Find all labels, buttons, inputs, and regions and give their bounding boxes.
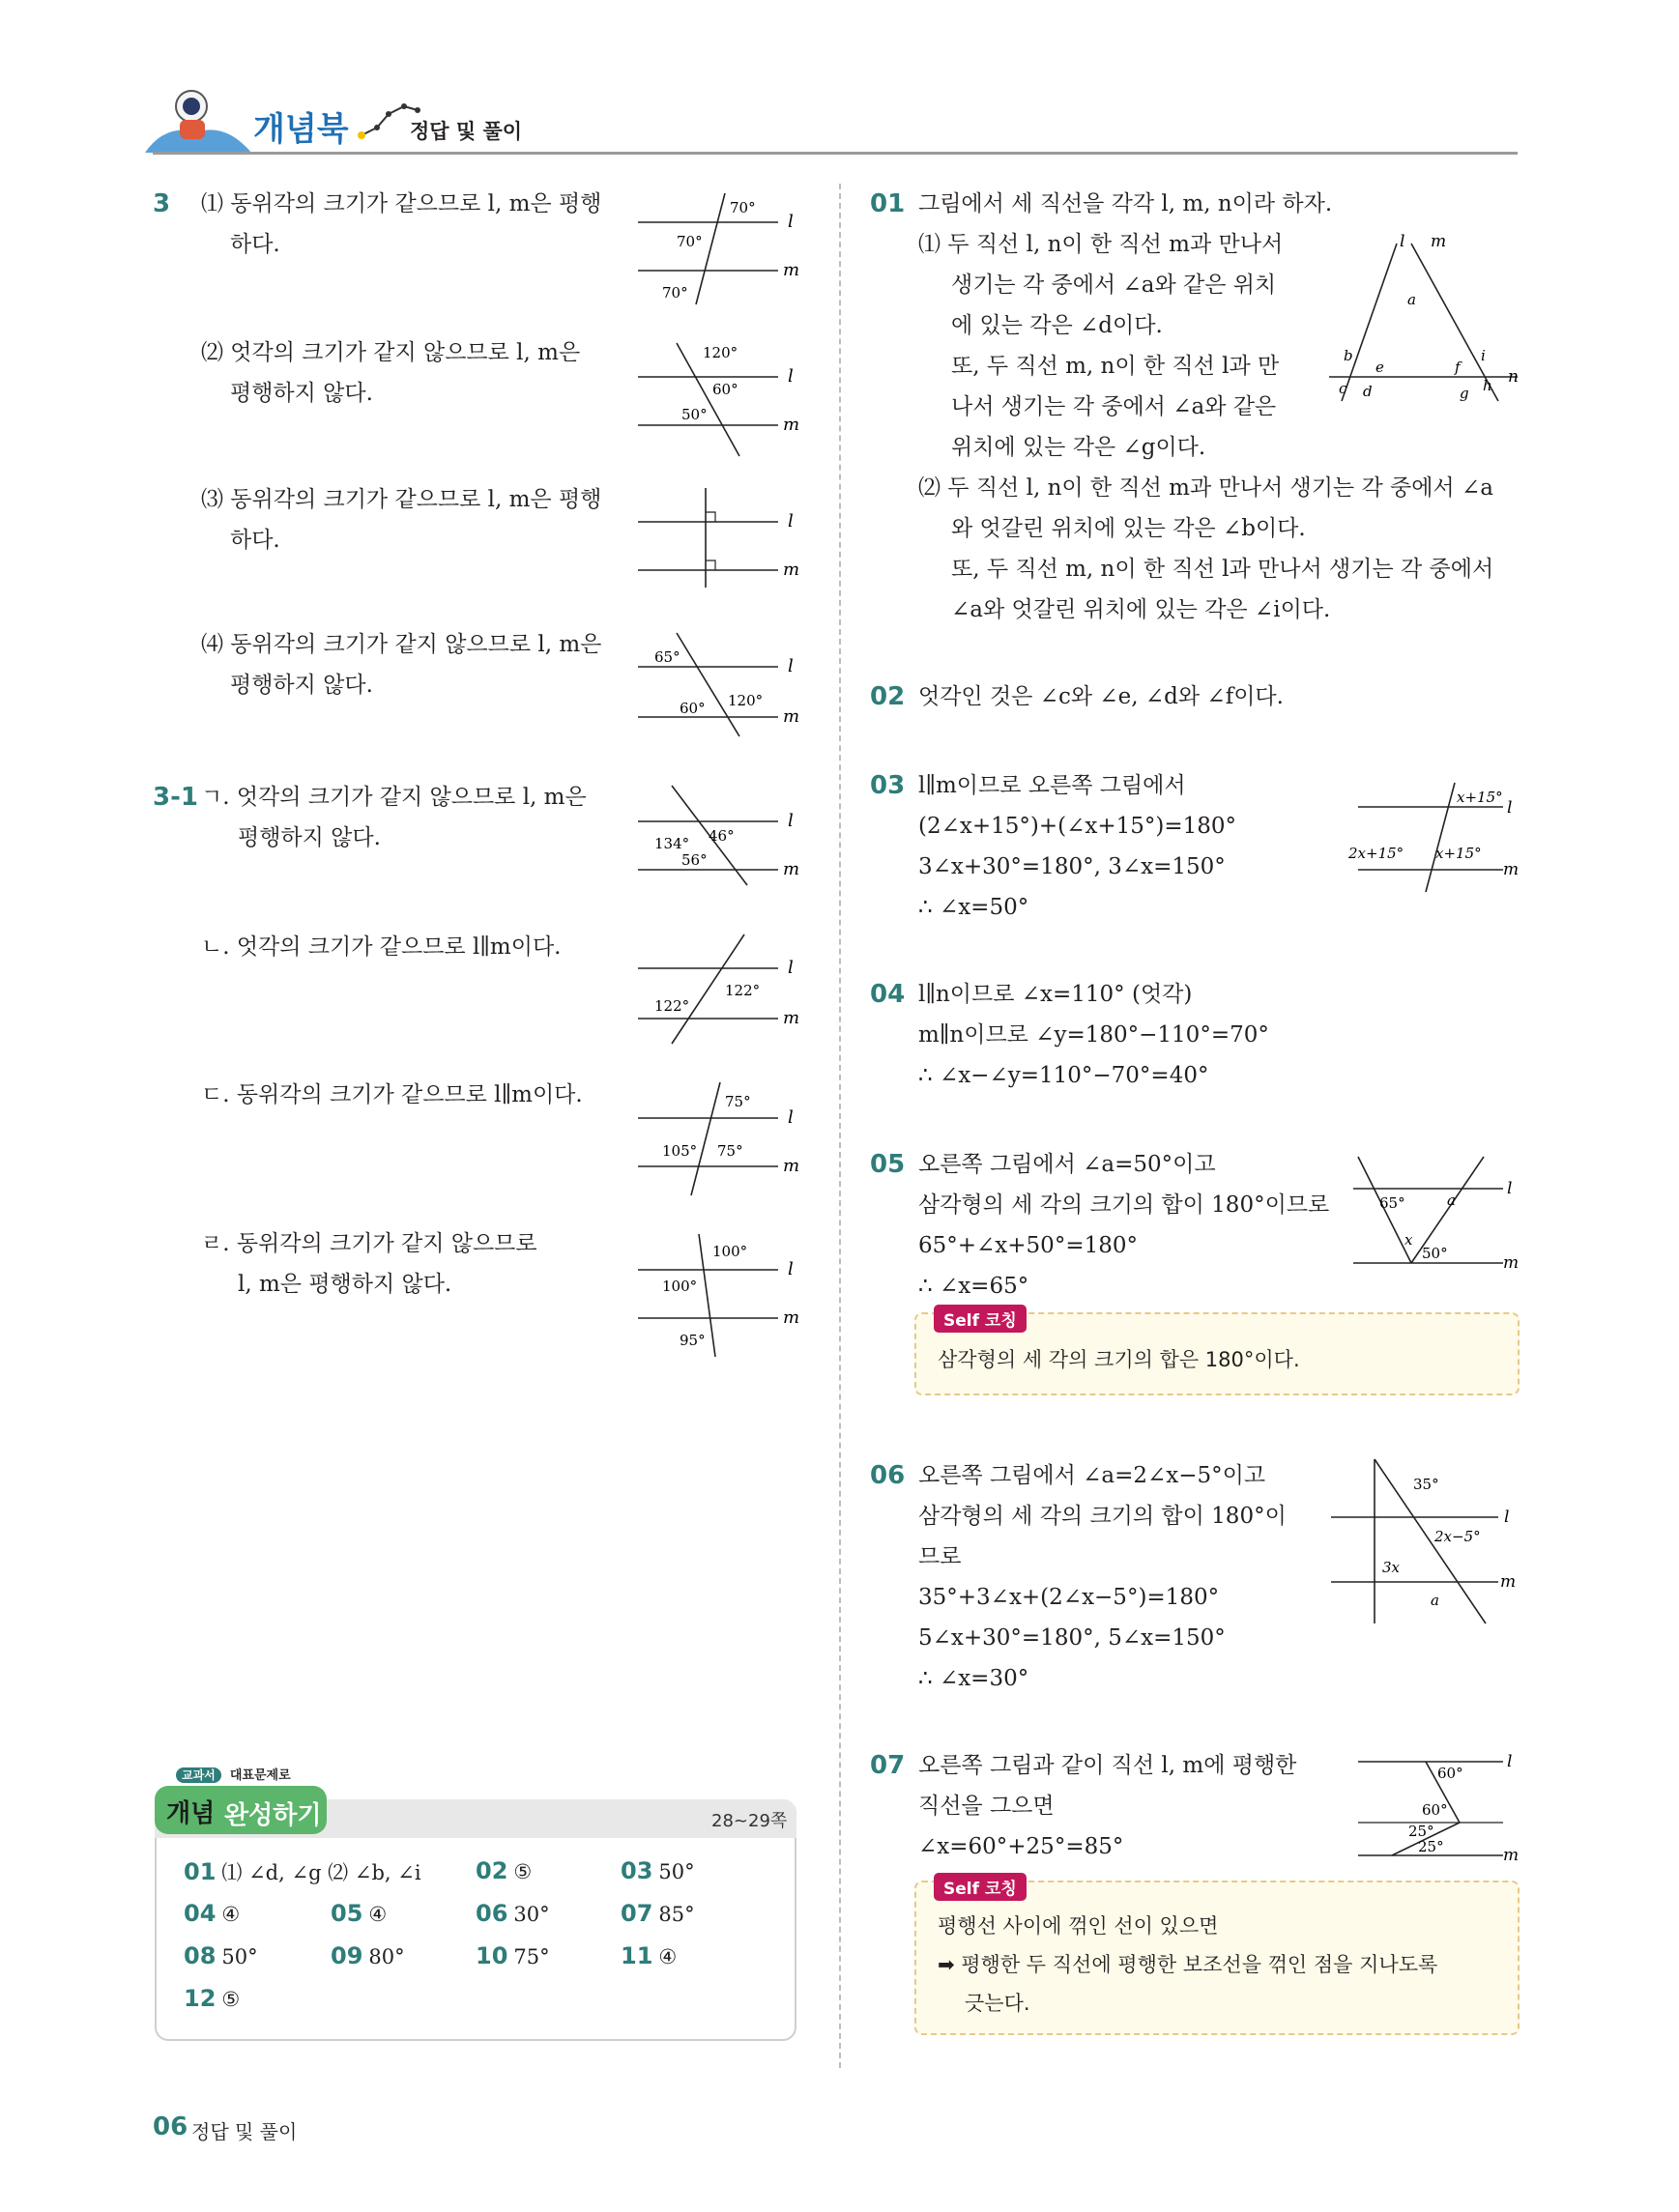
angle-label: x: [1404, 1231, 1413, 1249]
answer-text: ⑶ 동위각의 크기가 같으므로 l, m은 평행: [201, 487, 602, 512]
angle-label: 95°: [680, 1332, 706, 1349]
coaching-text: 삼각형의 세 각의 크기의 합은 180°이다.: [938, 1348, 1300, 1371]
figure-parallel-1: [633, 188, 807, 309]
summary-answer-value: ⑤: [221, 1988, 241, 2011]
summary-answer-value: 50°: [658, 1860, 695, 1883]
svg-text:m: m: [783, 415, 800, 435]
angle-label: 75°: [717, 1142, 743, 1160]
solution-line: 와 엇갈린 위치에 있는 각은 ∠b이다.: [951, 516, 1306, 541]
solution-line: 므로: [918, 1544, 962, 1569]
self-coaching-tag: Self 코칭: [934, 1873, 1027, 1901]
angle-label: 75°: [725, 1093, 751, 1110]
summary-answer-number: 09: [331, 1942, 363, 1969]
summary-answer-value: ④: [221, 1903, 241, 1926]
angle-label: 134°: [654, 835, 690, 852]
answer-text: ⑷ 동위각의 크기가 같지 않으므로 l, m은: [201, 632, 602, 657]
solution-line: 나서 생기는 각 중에서 ∠a와 같은: [951, 394, 1277, 419]
solution-line: 그림에서 세 직선을 각각 l, m, n이라 하자.: [918, 191, 1333, 216]
summary-answer: [621, 1942, 677, 1969]
summary-answer-number: 08: [184, 1942, 217, 1969]
question-number: 06: [870, 1461, 906, 1490]
book-title: 개념북: [253, 110, 349, 149]
svg-text:l: l: [1507, 1752, 1513, 1771]
solution-line: 에 있는 각은 ∠d이다.: [951, 313, 1163, 338]
angle-label: 25°: [1418, 1838, 1444, 1855]
answer-text: 하다.: [230, 232, 280, 257]
summary-answer: [331, 1942, 405, 1969]
angle-label: 50°: [1422, 1245, 1448, 1262]
solution-line: l∥m이므로 오른쪽 그림에서: [918, 773, 1186, 798]
angle-label: h: [1483, 377, 1492, 394]
angle-label: 100°: [712, 1243, 748, 1260]
badge-top: 교과서: [176, 1767, 221, 1783]
angle-label: 65°: [654, 648, 680, 666]
figure-parallel-4: [633, 628, 807, 739]
solution-line: ∴ ∠x=65°: [918, 1274, 1029, 1299]
svg-text:m: m: [1503, 860, 1520, 879]
summary-answer: [476, 1900, 550, 1927]
angle-label: i: [1481, 347, 1486, 364]
figure-q03: [1348, 778, 1522, 894]
footer-label: 정답 및 풀이: [191, 2120, 298, 2143]
solution-line: ∴ ∠x=30°: [918, 1666, 1029, 1691]
angle-label: 100°: [662, 1278, 698, 1295]
angle-label: 122°: [725, 982, 761, 999]
svg-text:l: l: [788, 1259, 794, 1279]
coaching-text: ➡ 평행한 두 직선에 평행한 보조선을 꺾인 점을 지나도록: [938, 1953, 1438, 1976]
angle-label: a: [1431, 1592, 1439, 1609]
svg-text:l: l: [788, 656, 794, 676]
summary-answer: [476, 1942, 550, 1969]
answer-text: 평행하지 않다.: [230, 673, 373, 698]
svg-text:l: l: [1507, 798, 1513, 818]
figure-parallel-6: [633, 930, 807, 1046]
angle-label: 60°: [680, 700, 706, 717]
angle-label: 65°: [1379, 1194, 1405, 1212]
problem-number: 3: [153, 189, 171, 218]
solution-line: 35°+3∠x+(2∠x−5°)=180°: [918, 1585, 1220, 1610]
answer-text: ㄷ. 동위각의 크기가 같으므로 l∥m이다.: [201, 1082, 583, 1107]
angle-label: 50°: [681, 406, 708, 423]
question-number: 04: [870, 980, 906, 1009]
answer-text: ⑴ 동위각의 크기가 같으므로 l, m은 평행: [201, 191, 602, 216]
line-label: l: [1400, 232, 1405, 251]
angle-label: f: [1455, 359, 1461, 376]
svg-text:m: m: [783, 260, 800, 280]
header-rule: [153, 152, 1518, 155]
summary-answer: [621, 1900, 695, 1927]
angle-label: 35°: [1413, 1476, 1439, 1493]
summary-answer: [476, 1857, 532, 1884]
answer-text: 하다.: [230, 528, 280, 553]
page-number: 06: [153, 2112, 188, 2141]
figure-parallel-7: [633, 1077, 807, 1198]
angle-label: 3x: [1382, 1559, 1401, 1576]
angle-label: x+15°: [1457, 789, 1503, 806]
answer-text: l, m은 평행하지 않다.: [238, 1272, 452, 1297]
header-mascot: [145, 85, 251, 153]
angle-label: 70°: [662, 284, 688, 302]
summary-answer: [184, 1942, 258, 1969]
summary-answer-value: 85°: [658, 1903, 695, 1926]
svg-text:m: m: [783, 859, 800, 879]
figure-q05: [1348, 1152, 1522, 1273]
summary-answer: [184, 1985, 240, 2012]
summary-answer-number: 06: [476, 1900, 508, 1927]
summary-answer-number: 10: [476, 1942, 508, 1969]
question-number: 03: [870, 771, 906, 800]
svg-text:m: m: [1500, 1572, 1517, 1592]
coaching-text: 평행선 사이에 꺾인 선이 있으면: [938, 1914, 1219, 1938]
angle-label: 70°: [677, 233, 703, 250]
summary-answer-value: ④: [658, 1945, 678, 1968]
solution-line: 오른쪽 그림과 같이 직선 l, m에 평행한: [918, 1753, 1297, 1778]
angle-label: g: [1460, 385, 1469, 402]
answer-text: ⑵ 엇각의 크기가 같지 않으므로 l, m은: [201, 340, 581, 365]
solution-line: 삼각형의 세 각의 크기의 합이 180°이므로: [918, 1192, 1330, 1218]
angle-label: c: [1339, 380, 1347, 397]
angle-label: 70°: [730, 199, 756, 216]
svg-text:l: l: [788, 811, 794, 831]
svg-text:m: m: [783, 1307, 800, 1328]
angle-label: 120°: [728, 692, 764, 709]
summary-answer-value: 80°: [368, 1945, 405, 1968]
angle-label: a: [1407, 291, 1416, 308]
angle-label: 2x−5°: [1434, 1528, 1481, 1545]
solution-line: ∴ ∠x−∠y=110°−70°=40°: [918, 1063, 1209, 1088]
summary-answer-number: 03: [621, 1857, 653, 1884]
svg-text:l: l: [788, 511, 794, 531]
self-coaching-tag: Self 코칭: [934, 1305, 1027, 1333]
summary-title: 완성하기: [224, 1801, 322, 1830]
answer-text: 평행하지 않다.: [230, 381, 373, 406]
svg-text:m: m: [783, 1008, 800, 1028]
angle-label: 56°: [681, 851, 708, 869]
summary-pages: 28~29쪽: [711, 1811, 788, 1831]
figure-q06: [1326, 1454, 1520, 1628]
summary-answer-number: 02: [476, 1857, 508, 1884]
angle-label: 60°: [1422, 1801, 1448, 1819]
solution-line: ∠x=60°+25°=85°: [918, 1834, 1124, 1859]
solution-line: l∥n이므로 ∠x=110° (엇각): [918, 982, 1193, 1007]
svg-text:l: l: [1507, 1179, 1513, 1198]
svg-text:l: l: [788, 958, 794, 978]
solution-line: ∠a와 엇갈린 위치에 있는 각은 ∠i이다.: [951, 597, 1331, 622]
summary-answer-number: 12: [184, 1985, 217, 2012]
summary-answer-number: 04: [184, 1900, 217, 1927]
svg-text:l: l: [788, 366, 794, 387]
solution-line: 직선을 그으면: [918, 1794, 1055, 1819]
question-number: 01: [870, 189, 906, 218]
figure-parallel-2: [633, 338, 807, 459]
svg-text:m: m: [1503, 1253, 1520, 1273]
solution-line: ⑴ 두 직선 l, n이 한 직선 m과 만나서: [918, 232, 1284, 257]
problem-number: 3-1: [153, 783, 198, 812]
summary-answer: [184, 1857, 421, 1886]
solution-line: 오른쪽 그림에서 ∠a=2∠x−5°이고: [918, 1463, 1266, 1488]
solution-line: 또, 두 직선 m, n이 한 직선 l과 만: [951, 354, 1280, 379]
solution-line: 엇각인 것은 ∠c와 ∠e, ∠d와 ∠f이다.: [918, 684, 1284, 709]
line-label: n: [1508, 367, 1519, 387]
angle-label: e: [1375, 359, 1384, 376]
line-label: m: [1431, 232, 1447, 251]
svg-text:l: l: [788, 212, 794, 232]
angle-label: 2x+15°: [1348, 845, 1404, 862]
solution-line: 3∠x+30°=180°, 3∠x=150°: [918, 854, 1226, 879]
summary-answer-value: 50°: [221, 1945, 258, 1968]
summary-answer-value: ⑴ ∠d, ∠g ⑵ ∠b, ∠i: [221, 1861, 421, 1884]
svg-text:l: l: [788, 1107, 794, 1128]
summary-answer-number: 05: [331, 1900, 363, 1927]
figure-parallel-5: [633, 781, 807, 887]
summary-answer-number: 01: [184, 1858, 217, 1885]
solution-line: 삼각형의 세 각의 크기의 합이 180°이: [918, 1504, 1287, 1529]
solution-line: m∥n이므로 ∠y=180°−110°=70°: [918, 1022, 1269, 1048]
svg-text:l: l: [1504, 1508, 1510, 1527]
solution-line: ∴ ∠x=50°: [918, 895, 1029, 920]
angle-label: 120°: [703, 344, 738, 361]
section-title: 정답 및 풀이: [410, 120, 523, 143]
column-divider: [839, 184, 841, 2068]
solution-line: 생기는 각 중에서 ∠a와 같은 위치: [951, 273, 1277, 298]
summary-answer: [184, 1900, 240, 1927]
summary-answer-value: 75°: [513, 1945, 550, 1968]
coaching-text: 긋는다.: [965, 1992, 1030, 2015]
angle-label: 122°: [654, 997, 690, 1015]
answer-text: ㄴ. 엇각의 크기가 같으므로 l∥m이다.: [201, 934, 562, 960]
solution-line: 또, 두 직선 m, n이 한 직선 l과 만나서 생기는 각 중에서: [951, 557, 1494, 582]
figure-triangle-lines: [1324, 232, 1522, 406]
svg-text:m: m: [783, 560, 800, 580]
answer-text: 평행하지 않다.: [238, 825, 381, 850]
answer-text: ㄹ. 동위각의 크기가 같지 않으므로: [201, 1231, 537, 1256]
angle-label: d: [1363, 383, 1373, 400]
solution-line: ⑵ 두 직선 l, n이 한 직선 m과 만나서 생기는 각 중에서 ∠a: [918, 475, 1493, 501]
astronaut-icon: [145, 85, 251, 153]
solution-line: (2∠x+15°)+(∠x+15°)=180°: [918, 814, 1237, 839]
summary-answer-number: 07: [621, 1900, 653, 1927]
badge-mid: 대표문제로: [229, 1768, 291, 1783]
angle-label: x+15°: [1435, 845, 1482, 862]
summary-answer-value: 30°: [513, 1903, 550, 1926]
figure-parallel-3: [633, 483, 807, 589]
solution-line: 오른쪽 그림에서 ∠a=50°이고: [918, 1152, 1216, 1177]
summary-answer-value: ⑤: [513, 1860, 533, 1883]
answer-text: ㄱ. 엇각의 크기가 같지 않으므로 l, m은: [201, 785, 587, 810]
summary-answer-number: 11: [621, 1942, 653, 1969]
angle-label: 60°: [712, 381, 738, 398]
svg-text:m: m: [1503, 1846, 1520, 1865]
angle-label: 105°: [662, 1142, 698, 1160]
angle-label: a: [1447, 1192, 1456, 1209]
summary-badge-main: 개념: [166, 1799, 216, 1828]
angle-label: 25°: [1408, 1823, 1434, 1840]
angle-label: 60°: [1437, 1765, 1463, 1782]
question-number: 07: [870, 1751, 906, 1780]
summary-answer-value: ④: [368, 1903, 388, 1926]
angle-label: 46°: [709, 827, 735, 845]
question-number: 05: [870, 1150, 906, 1179]
solution-line: 위치에 있는 각은 ∠g이다.: [951, 435, 1206, 460]
figure-q07: [1348, 1747, 1522, 1868]
svg-text:m: m: [783, 1156, 800, 1176]
summary-answer: [621, 1857, 695, 1884]
summary-answer: [331, 1900, 387, 1927]
solution-line: 5∠x+30°=180°, 5∠x=150°: [918, 1625, 1226, 1651]
angle-label: b: [1344, 347, 1353, 364]
solution-line: 65°+∠x+50°=180°: [918, 1233, 1138, 1258]
summary-badge: [176, 1765, 291, 1783]
figure-parallel-8: [633, 1229, 807, 1360]
svg-text:m: m: [783, 706, 800, 727]
question-number: 02: [870, 682, 906, 711]
